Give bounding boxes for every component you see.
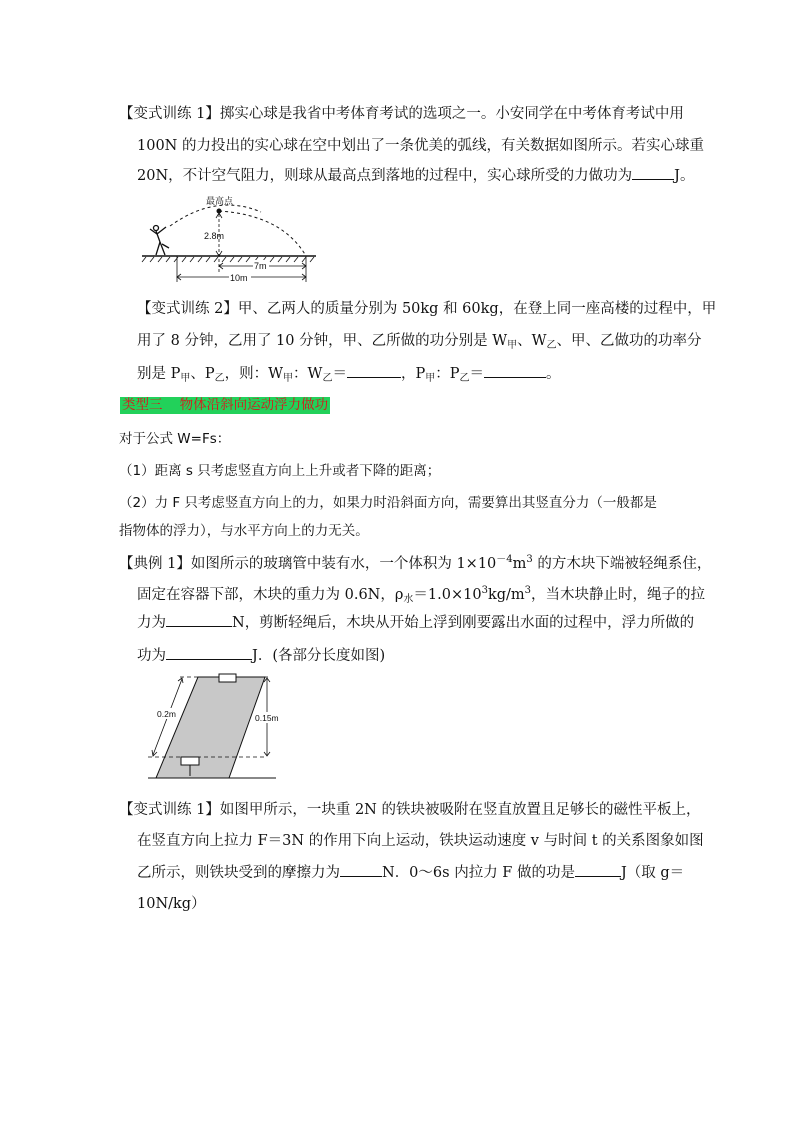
ex3-line2: 固定在容器下部，木块的重力为 0.6N，$\rho_水=1.0\times 10^3kg/m^3$，当木块静止时，绳子的拉: [137, 585, 706, 605]
ex1-line3: [137, 165, 694, 186]
formula-intro: 对于公式 W=Fs：: [119, 431, 231, 447]
ex2-line2: 用了 8 分钟，乙用了 10 分钟，甲、乙所做的功分别是 $W_甲$、$W_乙$、甲、乙做功的功率分: [137, 333, 702, 351]
answer-blank: [484, 363, 546, 378]
ex2-line3: 别是 $P_甲$、$P_乙$，则：$W_甲$：$W_乙=$ ，$P_甲$：$P_乙=$ 。: [137, 363, 560, 389]
dim-10m-label: 10m: [230, 273, 248, 283]
answer-blank: [340, 862, 382, 877]
ground-hatching: [142, 257, 314, 262]
answer-blank: [632, 165, 674, 180]
answer-blank: [347, 363, 401, 378]
formula-point-2-cont: 指物体的浮力），与水平方向上的力无关。: [119, 523, 369, 539]
slant-label: 0.2m: [157, 709, 176, 719]
ex1-line2: 100N 的力投出的实心球在空中划出了一条优美的弧线，有关数据如图所示。若实心球重: [137, 138, 704, 154]
ex1-line1: 【变式训练 1】掷实心球是我省中考体育考试的选项之一。小安同学在中考体育考试中用: [119, 106, 684, 122]
thrower-figure: [150, 226, 169, 256]
ex3-line3: 力为 N，剪断轻绳后，木块从开始上浮到刚要露出水面的过程中，浮力所做的: [137, 612, 694, 633]
ex4-line3: 乙所示，则铁块受到的摩擦力为 N．0～6s 内拉力 F 做的功是 J（取 g＝: [137, 862, 684, 883]
ex4-line1: 【变式训练 1】如图甲所示，一块重 2N 的铁块被吸附在竖直放置且足够长的磁性平板上，: [119, 802, 701, 818]
answer-blank: [166, 612, 232, 627]
top-point-label: 最高点: [206, 196, 234, 206]
formula-point-1: （1）距离 s 只考虑竖直方向上上升或者下降的距离；: [119, 463, 441, 479]
dim-7m-label: 7m: [254, 261, 267, 271]
ex4-line4: 10N/kg）: [137, 896, 206, 912]
figure-inclined-tube: [148, 672, 288, 784]
ex2-line1: 【变式训练 2】甲、乙两人的质量分别为 50kg 和 60kg，在登上同一座高楼的过程中，甲: [137, 301, 717, 317]
ex3-line1: 【典例 1】如图所示的玻璃管中装有水，一个体积为 $1\times 10^{-4}m^3$ 的方木块下端被轻绳系住，: [119, 554, 712, 572]
section-heading: 类型三 物体沿斜向运动浮力做功: [122, 397, 329, 413]
answer-blank: [166, 645, 252, 660]
ball-trajectory-fall: [219, 211, 306, 256]
height-label: 2.8m: [204, 231, 225, 241]
ex4-line2: 在竖直方向上拉力 F＝3N 的作用下向上运动，铁块运动速度 v 与时间 t 的关系图象如图: [137, 833, 704, 849]
ex3-line4: 功为 J．(各部分长度如图): [137, 645, 385, 666]
figure-throw-diagram: [140, 195, 325, 285]
answer-blank: [575, 862, 621, 877]
ex1-line3-text: 20N，不计空气阻力，则球从最高点到落地的过程中，实心球所受的力做功为: [137, 168, 633, 184]
glass-tube: [156, 677, 265, 778]
ball-trajectory: [170, 205, 261, 226]
ex1-line3-end: J。: [674, 168, 695, 184]
formula-point-2: （2）力 F 只考虑竖直方向上的力，如果力时沿斜面方向，需要算出其竖直分力（一般都是: [119, 495, 657, 511]
block-bottom: [181, 757, 199, 765]
block-top: [219, 674, 236, 682]
vertical-label: 0.15m: [255, 713, 279, 723]
